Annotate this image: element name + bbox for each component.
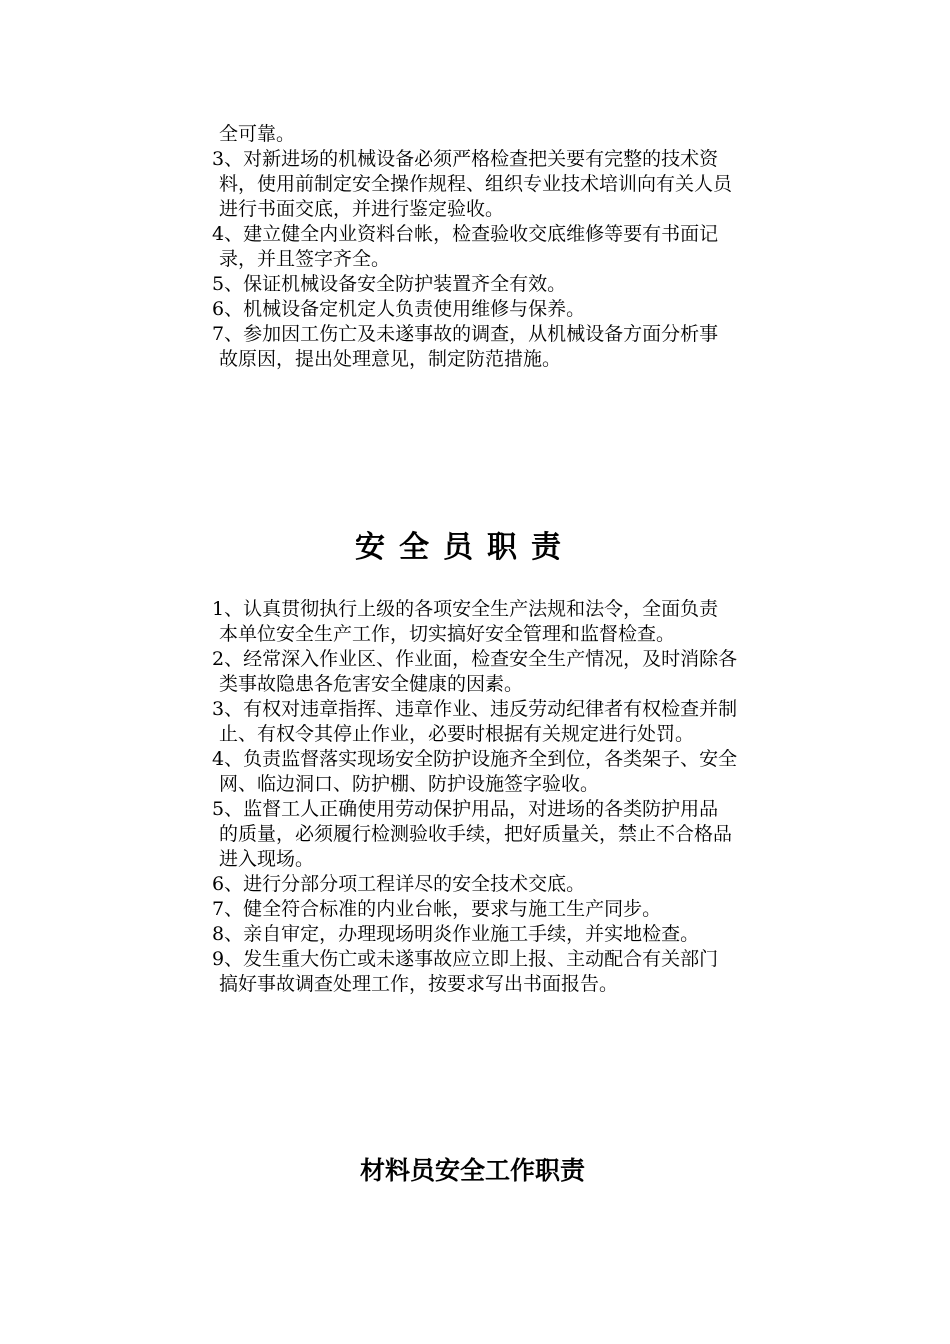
list-item-line: 网、临边洞口、防护棚、防护设施签字验收。 xyxy=(219,773,600,795)
list-item-line: 9、发生重大伤亡或未遂事故应立即上报、主动配合有关部门 xyxy=(212,948,719,970)
list-item-line: 3、对新进场的机械设备必须严格检查把关要有完整的技术资 xyxy=(212,148,719,170)
list-item-line: 4、负责监督落实现场安全防护设施齐全到位，各类架子、安全 xyxy=(212,748,738,770)
list-item xyxy=(212,947,812,997)
list-item-line: 4、建立健全内业资料台帐，检查验收交底维修等要有书面记 xyxy=(212,223,719,245)
list-item-line: 进入现场。 xyxy=(219,848,315,870)
list-item-line: 进行书面交底，并进行鉴定验收。 xyxy=(219,198,505,220)
list-item xyxy=(212,147,812,222)
list-item xyxy=(212,647,812,697)
list-item-line: 止、有权令其停止作业，必要时根据有关规定进行处罚。 xyxy=(219,723,695,745)
list-item xyxy=(212,747,812,797)
list-item-line: 7、健全符合标准的内业台帐，要求与施工生产同步。 xyxy=(212,898,662,920)
material-officer-duties-title: 材料员安全工作职责 xyxy=(360,1156,586,1185)
list-item xyxy=(212,272,812,297)
list-item-line: 1、认真贯彻执行上级的各项安全生产法规和法令，全面负责 xyxy=(212,598,719,620)
list-item-line: 本单位安全生产工作，切实搞好安全管理和监督检查。 xyxy=(219,623,676,645)
list-item xyxy=(212,297,812,322)
list-item xyxy=(212,322,812,372)
list-item xyxy=(212,897,812,922)
list-item xyxy=(212,697,812,747)
list-item xyxy=(212,597,812,647)
safety-officer-duties-list xyxy=(212,597,812,997)
list-item-line: 6、机械设备定机定人负责使用维修与保养。 xyxy=(212,298,586,320)
list-item xyxy=(212,797,812,872)
list-item-line: 料，使用前制定安全操作规程、组织专业技术培训向有关人员 xyxy=(219,173,733,195)
list-item-line: 类事故隐患各危害安全健康的因素。 xyxy=(219,673,524,695)
list-item-line: 7、参加因工伤亡及未遂事故的调查，从机械设备方面分析事 xyxy=(212,323,719,345)
list-item-line: 8、亲自审定，办理现场明炎作业施工手续，并实地检查。 xyxy=(212,923,700,945)
list-item-line: 5、保证机械设备安全防护装置齐全有效。 xyxy=(212,273,567,295)
list-item xyxy=(212,122,812,147)
list-item-line: 全可靠。 xyxy=(219,123,296,145)
list-item xyxy=(212,222,812,272)
list-item-line: 6、进行分部分项工程详尽的安全技术交底。 xyxy=(212,873,586,895)
list-item-line: 5、监督工人正确使用劳动保护用品，对进场的各类防护用品 xyxy=(212,798,719,820)
list-item-line: 录，并且签字齐全。 xyxy=(219,248,391,270)
mechanical-duties-list xyxy=(212,122,812,372)
list-item-line: 3、有权对违章指挥、违章作业、违反劳动纪律者有权检查并制 xyxy=(212,698,738,720)
list-item-line: 2、经常深入作业区、作业面，检查安全生产情况，及时消除各 xyxy=(212,648,738,670)
safety-officer-duties-title: 安全员职责 xyxy=(355,530,575,565)
list-item xyxy=(212,872,812,897)
list-item-line: 故原因，提出处理意见，制定防范措施。 xyxy=(219,348,562,370)
list-item-line: 的质量，必须履行检测验收手续，把好质量关，禁止不合格品 xyxy=(219,823,733,845)
list-item-line: 搞好事故调查处理工作，按要求写出书面报告。 xyxy=(219,973,619,995)
list-item xyxy=(212,922,812,947)
